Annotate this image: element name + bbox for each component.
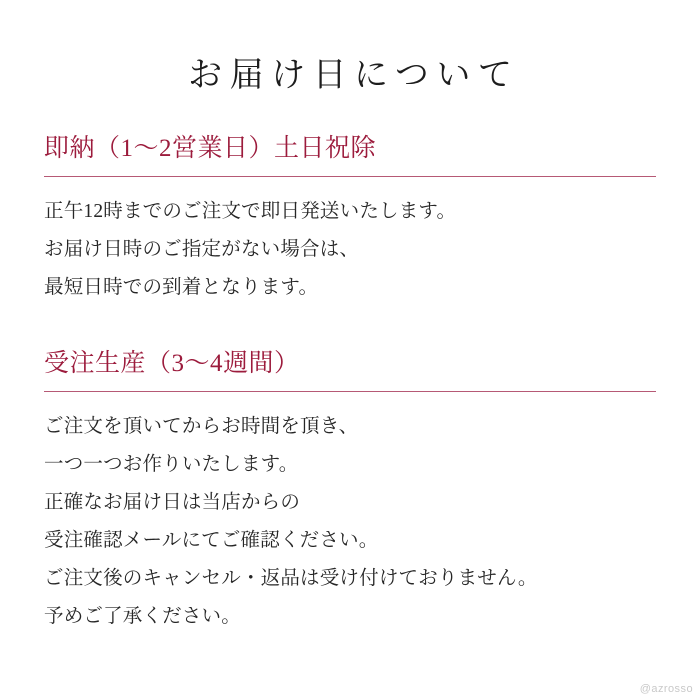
body-line: お届け日時のご指定がない場合は、: [44, 238, 360, 260]
section-divider-immediate-shipping: [44, 176, 656, 177]
body-line: 一つ一つお作りいたします。: [44, 453, 299, 475]
page-title: お届け日について: [188, 57, 520, 94]
section-heading-made-to-order: 受注生産（3〜4週間）: [44, 349, 300, 377]
section-divider-made-to-order: [44, 391, 656, 392]
body-line: 予めご了承ください。: [44, 605, 241, 627]
body-line: 正確なお届け日は当店からの: [44, 491, 301, 513]
body-line: ご注文を頂いてからお時間を頂き、: [44, 415, 359, 437]
section-immediate-shipping: [44, 132, 656, 307]
body-line: 受注確認メールにてご確認ください。: [44, 529, 379, 551]
body-line: 最短日時での到着となります。: [44, 276, 319, 298]
body-line: ご注文後のキャンセル・返品は受け付けておりません。: [44, 567, 538, 589]
watermark: @azrosso: [639, 683, 693, 695]
section-made-to-order: [44, 347, 656, 636]
section-body-immediate-shipping: [44, 193, 656, 307]
section-body-made-to-order: [44, 408, 656, 636]
body-line: 正午12時までのご注文で即日発送いたします。: [44, 200, 457, 222]
section-heading-immediate-shipping: 即納（1〜2営業日）土日祝除: [44, 135, 377, 163]
